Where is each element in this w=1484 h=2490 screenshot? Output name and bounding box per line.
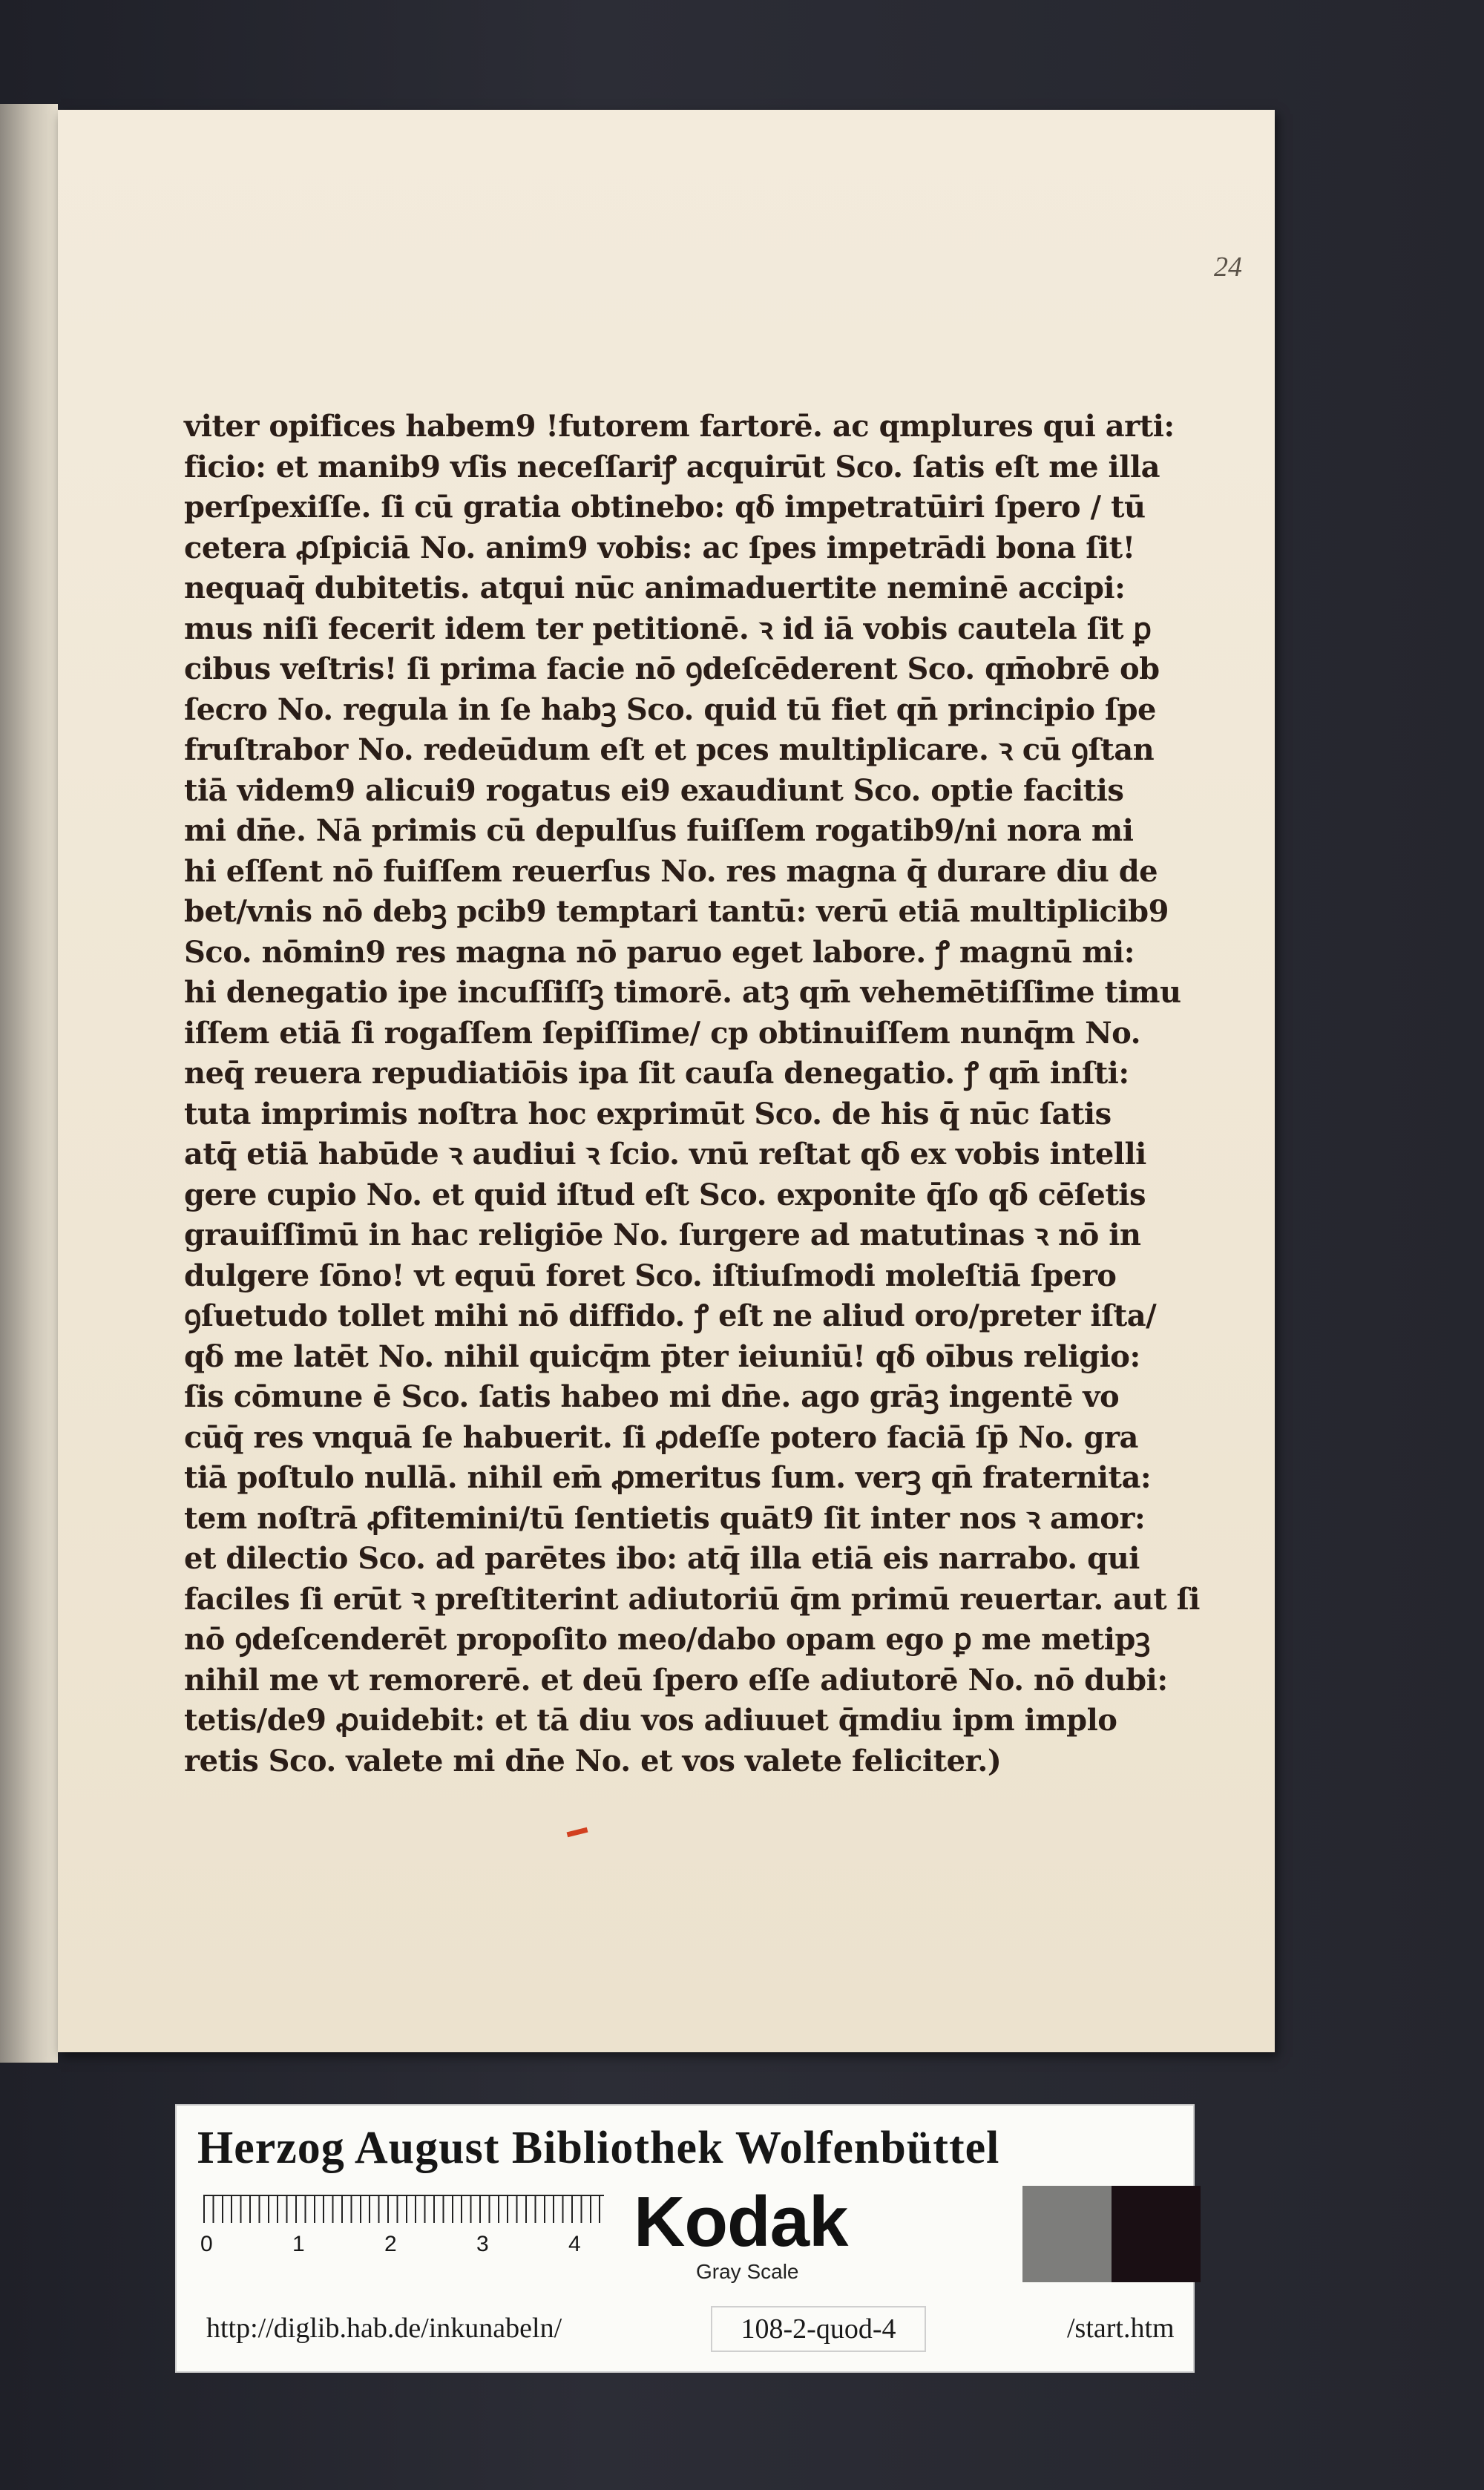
ruler-number: 4 <box>568 2232 581 2256</box>
text-line: perſpexiſſe. ſi cū gratia obtinebo: qδ impetratūiri ſpero / tū <box>184 490 1146 525</box>
text-line: nequaq̄ dubitetis. atqui nūc animaduertite neminē accipi: <box>184 571 1126 605</box>
url-signature: 108-2-quod-4 <box>711 2306 926 2352</box>
library-title: Herzog August Bibliothek Wolfenbüttel <box>197 2123 1000 2173</box>
ruler-number: 1 <box>292 2232 305 2256</box>
text-line: cibus veſtris! ſi prima facie nō ꝯdeſcēderent Sco. qm̄obrē ob <box>184 651 1160 686</box>
text-line: retis Sco. valete mi dn̄e No. et vos valete feliciter.) <box>184 1743 1002 1778</box>
text-line: fruſtrabor No. redeūdum eſt et pces multiplicare. ꝛ cū ꝯſtan <box>184 732 1155 767</box>
text-line: dulgere ſōno! vt equū foret Sco. iſtiuſmodi moleſtiā ſpero <box>184 1258 1117 1293</box>
ruler-number: 3 <box>476 2232 489 2256</box>
url-base: http://diglib.hab.de/inkunabeln/ <box>206 2313 562 2344</box>
text-line: ficio: et manib9 vſis neceſſariꝭ acquirūt Sco. ſatis eſt me illa <box>184 449 1160 484</box>
color-calibration-card <box>175 2104 1195 2373</box>
text-block <box>184 407 1201 1781</box>
text-line: atq̄ etiā habūde ꝛ audiui ꝛ ſcio. vnū reſtat qδ ex vobis intelli <box>184 1137 1146 1172</box>
gray-scale-label: Gray Scale <box>696 2260 799 2283</box>
text-line: ꝯſuetudo tollet mihi nō diffido. ꝭ eſt ne aliud oro/preter iſta/ <box>184 1298 1157 1333</box>
text-line: hi eſſent nō fuiſſem reuerſus No. res magna q̄ durare diu de <box>184 853 1158 889</box>
text-line: grauiſſimū in hac religiōe No. ſurgere ad matutinas ꝛ nō in <box>184 1218 1141 1252</box>
swatch-white <box>930 2186 1020 2282</box>
manuscript-page <box>58 110 1275 2052</box>
text-line: bet/vnis nō debꝫ pcib9 temptari tantū: verū etiā multiplicib9 <box>184 894 1169 929</box>
text-line: qδ me latēt No. nihil quicq̄m p̄ter ieiuniū! qδ oībus religio: <box>184 1338 1140 1374</box>
folio-number: 24 <box>1214 252 1242 283</box>
text-line: neq̄ reuera repudiatiōis ipa ſit cauſa denegatio. ꝭ qm̄ inſti: <box>184 1056 1129 1091</box>
text-line: mi dn̄e. Nā primis cū depulſus fuiſſem rogatib9/ni nora mi <box>184 813 1134 848</box>
ruler-number: 0 <box>200 2232 213 2256</box>
red-rubric-mark <box>567 1827 588 1838</box>
text-line: ſis cōmune ē Sco. ſatis habeo mi dn̄e. ago grāꝫ ingentē vo <box>184 1379 1120 1414</box>
text-line: tem noſtrā ꝓfitemini/tū ſentietis quāt9 ſit inter nos ꝛ amor: <box>184 1500 1146 1536</box>
url-suffix: /start.htm <box>1067 2313 1175 2344</box>
text-line: tuta imprimis noſtra hoc exprimūt Sco. de his q̄ nūc ſatis <box>184 1096 1112 1131</box>
swatch-gray <box>1022 2186 1112 2282</box>
text-line: nō ꝯdeſcenderēt propoſito meo/dabo opam ego ꝑ me metipꝫ <box>184 1622 1150 1657</box>
text-line: et dilectio Sco. ad parētes ibo: atq̄ illa etiā eis narrabo. qui <box>184 1541 1140 1576</box>
text-line: tiā poſtulo nullā. nihil em̄ ꝓmeritus ſum. verꝫ qn̄ fraternita: <box>184 1460 1152 1495</box>
text-line: ſecro No. regula in ſe habꝫ Sco. quid tū fiet qn̄ principio ſpe <box>184 692 1157 727</box>
text-line: tiā videm9 alicui9 rogatus ei9 exaudiunt Sco. optie facitis <box>184 772 1124 808</box>
text-line: iſſem etiā ſi rogaſſem ſepiſſime/ cp obtinuiſſem nunq̄m No. <box>184 1015 1141 1051</box>
text-line: cetera ꝓſpiciā No. anim9 vobis: ac ſpes impetrādi bona ſit! <box>184 530 1135 565</box>
text-line: hi denegatio ipe incuſſiſſꝫ timorē. atꝫ qm̄ vehemētiſſime timu <box>184 975 1181 1010</box>
text-line: Sco. nōmin9 res magna nō paruo eget labore. ꝭ magnū mi: <box>184 934 1135 970</box>
text-line: faciles ſi erūt ꝛ preſtiterint adiutoriū q̄m primū reuertar. aut ſi <box>184 1581 1201 1617</box>
text-line: mus niſi fecerit idem ter petitionē. ꝛ id iā vobis cautela ſit ꝑ <box>184 611 1152 646</box>
previous-page-edge <box>0 104 58 2063</box>
text-line: viter opifices habem9 !futorem fartorē. ac qmplures qui arti: <box>184 409 1175 444</box>
url-row <box>206 2306 1175 2351</box>
text-line: gere cupio No. et quid iſtud eſt Sco. exponite q̄ſo qδ cēſetis <box>184 1177 1146 1212</box>
kodak-logo: Kodak <box>634 2182 848 2261</box>
text-line: cūq̄ res vnquā ſe habuerit. ſi ꝓdeſſe potero faciā ſp̄ No. gra <box>184 1419 1138 1455</box>
text-line: nihil me vt remorerē. et deū ſpero eſſe adiutorē No. nō dubi: <box>184 1662 1168 1698</box>
text-line: tetis/de9 ꝓuidebit: et tā diu vos adiuuet q̄mdiu ipm implo <box>184 1703 1117 1738</box>
ruler-number: 2 <box>384 2232 397 2256</box>
swatch-black <box>1112 2186 1201 2282</box>
measuring-ruler <box>200 2195 604 2259</box>
